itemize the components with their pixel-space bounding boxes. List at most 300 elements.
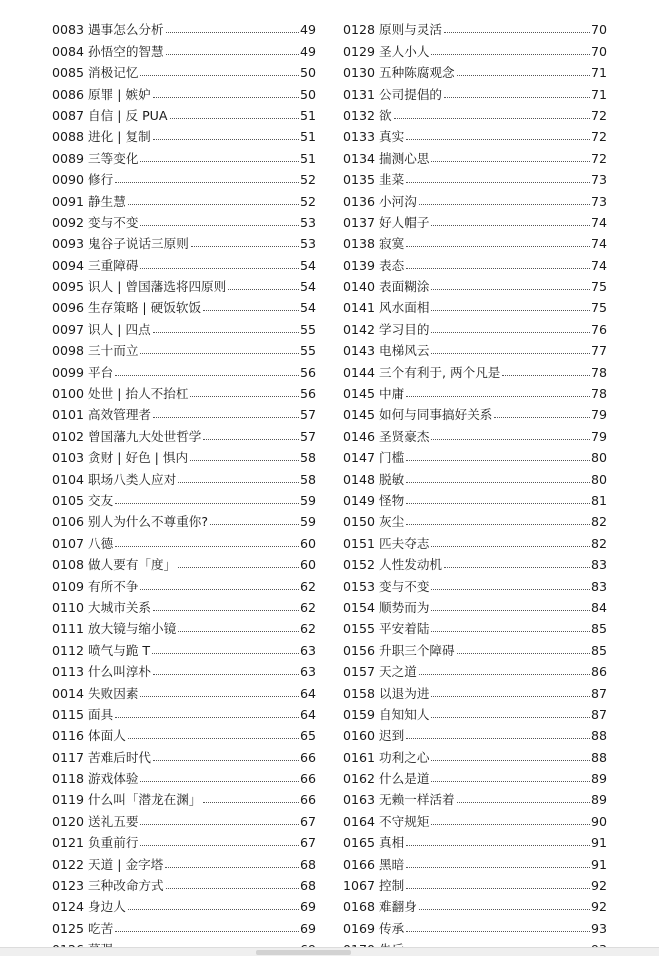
dot-leader — [406, 139, 590, 140]
dot-leader — [153, 674, 299, 675]
dot-leader — [406, 396, 590, 397]
toc-entry-page-number: 82 — [590, 535, 607, 551]
toc-entry-page-number: 50 — [299, 86, 316, 102]
toc-entry-title: 0136 小河沟 — [343, 193, 417, 209]
dot-leader — [444, 97, 590, 98]
toc-entry-title: 0143 电梯风云 — [343, 343, 430, 359]
toc-entry-title: 0142 学习目的 — [343, 321, 430, 337]
dot-leader — [406, 867, 590, 868]
toc-entry[interactable] — [52, 551, 316, 572]
dot-leader — [140, 353, 299, 354]
dot-leader — [210, 524, 299, 525]
toc-entry-page-number: 87 — [590, 706, 607, 722]
toc-entry-page-number: 64 — [299, 706, 316, 722]
dot-leader — [431, 54, 590, 55]
dot-leader — [203, 802, 299, 803]
toc-entry[interactable] — [343, 144, 607, 165]
dot-leader — [228, 289, 299, 290]
dot-leader — [152, 653, 299, 654]
toc-entry-title: 0169 传承 — [343, 920, 405, 936]
scrollbar-thumb[interactable] — [256, 950, 351, 955]
dot-leader — [419, 674, 590, 675]
toc-entry-title: 0096 生存策略 | 硬饭软饭 — [52, 300, 202, 316]
toc-entry-page-number: 58 — [299, 471, 316, 487]
dot-leader — [115, 503, 299, 504]
toc-entry[interactable] — [52, 722, 316, 743]
toc-entry-title: 0116 体面人 — [52, 728, 126, 744]
toc-entry-title: 0145 中庸 — [343, 386, 405, 402]
toc-entry[interactable] — [343, 102, 607, 123]
toc-entry-page-number: 60 — [299, 557, 316, 573]
toc-entry-page-number: 68 — [299, 878, 316, 894]
toc-entry-title: 0089 三等变化 — [52, 150, 139, 166]
toc-entry-page-number: 74 — [590, 236, 607, 252]
toc-entry-page-number: 69 — [299, 899, 316, 915]
toc-entry-title: 0115 面具 — [52, 706, 114, 722]
toc-entry[interactable] — [343, 166, 607, 187]
toc-entry-page-number: 63 — [299, 664, 316, 680]
toc-entry-title: 0132 欲 — [343, 107, 392, 123]
dot-leader — [431, 824, 590, 825]
toc-entry[interactable] — [343, 615, 607, 636]
toc-entry-title: 0113 什么叫淳朴 — [52, 664, 152, 680]
toc-entry-page-number: 57 — [299, 407, 316, 423]
dot-leader — [140, 268, 299, 269]
toc-entry-title: 0134 揣测心思 — [343, 150, 430, 166]
toc-entry-title: 0129 圣人小人 — [343, 43, 430, 59]
toc-entry[interactable] — [343, 508, 607, 529]
dot-leader — [431, 310, 590, 311]
toc-entry-page-number: 72 — [590, 150, 607, 166]
toc-entry-page-number: 89 — [590, 771, 607, 787]
dot-leader — [406, 738, 590, 739]
horizontal-scrollbar[interactable] — [0, 947, 659, 956]
toc-entry-page-number: 89 — [590, 792, 607, 808]
toc-entry[interactable] — [52, 615, 316, 636]
dot-leader — [457, 653, 590, 654]
toc-entry-title: 0141 风水面相 — [343, 300, 430, 316]
toc-entry-title: 0164 不守规矩 — [343, 813, 430, 829]
toc-entry-title: 0104 职场八类人应对 — [52, 471, 177, 487]
toc-right-column — [343, 16, 607, 957]
toc-entry-page-number: 62 — [299, 599, 316, 615]
dot-leader — [153, 417, 299, 418]
dot-leader — [406, 482, 590, 483]
toc-entry[interactable] — [343, 273, 607, 294]
toc-entry-page-number: 54 — [299, 257, 316, 273]
toc-entry[interactable] — [343, 893, 607, 914]
toc-entry-page-number: 60 — [299, 535, 316, 551]
toc-entry[interactable] — [52, 209, 316, 230]
toc-entry-title: 0165 真相 — [343, 835, 405, 851]
dot-leader — [406, 888, 590, 889]
toc-entry-title: 0150 灰尘 — [343, 514, 405, 530]
dot-leader — [457, 75, 590, 76]
dot-leader — [431, 353, 590, 354]
dot-leader — [406, 246, 590, 247]
toc-entry-page-number: 85 — [590, 642, 607, 658]
toc-entry[interactable] — [343, 444, 607, 465]
toc-entry-page-number: 51 — [299, 107, 316, 123]
toc-entry-title: 0151 匹夫夺志 — [343, 535, 430, 551]
toc-entry-title: 0125 吃苦 — [52, 920, 114, 936]
toc-entry-title: 0107 八德 — [52, 535, 114, 551]
dot-leader — [128, 909, 299, 910]
toc-entry[interactable] — [343, 80, 607, 101]
toc-entry-title: 0154 顺势而为 — [343, 599, 430, 615]
dot-leader — [419, 909, 590, 910]
toc-entry[interactable] — [343, 594, 607, 615]
toc-entry-page-number: 55 — [299, 343, 316, 359]
dot-leader — [431, 610, 590, 611]
toc-entry-title: 0166 黑暗 — [343, 856, 405, 872]
toc-entry-page-number: 62 — [299, 578, 316, 594]
toc-entry[interactable] — [343, 465, 607, 486]
toc-entry-title: 0085 消极记忆 — [52, 65, 139, 81]
dot-leader — [431, 161, 590, 162]
toc-entry[interactable] — [52, 16, 316, 37]
toc-entry[interactable] — [343, 380, 607, 401]
toc-entry-title: 0168 难翻身 — [343, 899, 417, 915]
toc-entry-page-number: 83 — [590, 578, 607, 594]
toc-entry[interactable] — [52, 594, 316, 615]
toc-entry[interactable] — [52, 102, 316, 123]
toc-entry-title: 0095 识人 | 曾国藩选将四原则 — [52, 279, 227, 295]
toc-entry[interactable] — [52, 914, 316, 935]
toc-entry[interactable] — [343, 37, 607, 58]
toc-entry[interactable] — [343, 315, 607, 336]
toc-entry[interactable] — [52, 829, 316, 850]
toc-entry-title: 0090 修行 — [52, 172, 114, 188]
toc-entry[interactable] — [52, 251, 316, 272]
toc-entry-page-number: 49 — [299, 43, 316, 59]
dot-leader — [406, 931, 590, 932]
toc-entry-page-number: 65 — [299, 728, 316, 744]
toc-entry[interactable] — [343, 765, 607, 786]
toc-entry-title: 0144 三个有利于, 两个凡是 — [343, 364, 501, 380]
toc-entry-title: 0092 变与不变 — [52, 214, 139, 230]
toc-entry-page-number: 75 — [590, 300, 607, 316]
dot-leader — [406, 460, 590, 461]
toc-entry-title: 0139 表态 — [343, 257, 405, 273]
toc-entry[interactable] — [343, 572, 607, 593]
toc-entry[interactable] — [343, 529, 607, 550]
toc-entry[interactable] — [343, 251, 607, 272]
dot-leader — [431, 696, 590, 697]
toc-entry-title: 0156 升职三个障碍 — [343, 642, 455, 658]
toc-entry[interactable] — [343, 722, 607, 743]
toc-entry[interactable] — [343, 786, 607, 807]
dot-leader — [419, 204, 590, 205]
toc-entry-title: 0106 别人为什么不尊重你? — [52, 514, 209, 530]
toc-entry[interactable] — [52, 508, 316, 529]
toc-entry-page-number: 82 — [590, 514, 607, 530]
dot-leader — [115, 375, 299, 376]
dot-leader — [115, 182, 299, 183]
dot-leader — [431, 760, 590, 761]
dot-leader — [140, 75, 299, 76]
toc-entry-page-number: 59 — [299, 492, 316, 508]
toc-entry[interactable] — [52, 572, 316, 593]
toc-entry[interactable] — [343, 658, 607, 679]
toc-entry-page-number: 59 — [299, 514, 316, 530]
toc-entry-page-number: 92 — [590, 878, 607, 894]
toc-entry-title: 0110 大城市关系 — [52, 599, 152, 615]
toc-entry[interactable] — [343, 123, 607, 144]
toc-entry-page-number: 67 — [299, 835, 316, 851]
dot-leader — [128, 738, 299, 739]
dot-leader — [203, 310, 299, 311]
toc-entry[interactable] — [52, 230, 316, 251]
dot-leader — [431, 631, 590, 632]
toc-entry[interactable] — [343, 401, 607, 422]
toc-entry-title: 0111 放大镜与缩小镜 — [52, 621, 177, 637]
toc-entry[interactable] — [52, 315, 316, 336]
dot-leader — [166, 32, 299, 33]
dot-leader — [406, 503, 590, 504]
toc-entry-title: 0153 变与不变 — [343, 578, 430, 594]
toc-entry-page-number: 85 — [590, 621, 607, 637]
dot-leader — [406, 524, 590, 525]
toc-entry[interactable] — [343, 914, 607, 935]
toc-entry-page-number: 90 — [590, 813, 607, 829]
toc-entry[interactable] — [52, 59, 316, 80]
toc-entry-page-number: 83 — [590, 557, 607, 573]
toc-entry-title: 0158 以退为进 — [343, 685, 430, 701]
toc-entry[interactable] — [343, 358, 607, 379]
dot-leader — [140, 696, 299, 697]
toc-entry[interactable] — [52, 123, 316, 144]
toc-entry-page-number: 69 — [299, 920, 316, 936]
toc-entry-page-number: 74 — [590, 214, 607, 230]
dot-leader — [115, 931, 299, 932]
toc-entry-page-number: 74 — [590, 257, 607, 273]
toc-entry-page-number: 63 — [299, 642, 316, 658]
toc-entry-page-number: 88 — [590, 728, 607, 744]
toc-entry-title: 0097 识人 | 四点 — [52, 321, 151, 337]
toc-entry-page-number: 78 — [590, 364, 607, 380]
toc-entry-title: 0128 原则与灵活 — [343, 22, 443, 38]
toc-entry[interactable] — [343, 337, 607, 358]
toc-entry-title: 0117 苦难后时代 — [52, 749, 152, 765]
toc-entry-title: 0130 五种陈腐观念 — [343, 65, 455, 81]
toc-entry-page-number: 66 — [299, 749, 316, 765]
toc-entry[interactable] — [52, 187, 316, 208]
toc-entry-page-number: 73 — [590, 193, 607, 209]
dot-leader — [140, 225, 299, 226]
dot-leader — [406, 845, 590, 846]
toc-entry-title: 0140 表面糊涂 — [343, 279, 430, 295]
toc-entry[interactable] — [52, 658, 316, 679]
toc-entry-title: 0123 三种改命方式 — [52, 878, 164, 894]
toc-entry[interactable] — [52, 850, 316, 871]
toc-entry-page-number: 92 — [590, 899, 607, 915]
toc-entry-page-number: 86 — [590, 664, 607, 680]
toc-entry-page-number: 93 — [590, 920, 607, 936]
toc-left-column — [52, 16, 316, 957]
toc-entry[interactable] — [343, 551, 607, 572]
toc-entry[interactable] — [52, 872, 316, 893]
toc-entry-page-number: 66 — [299, 792, 316, 808]
toc-entry-title: 0138 寂寞 — [343, 236, 405, 252]
dot-leader — [406, 268, 590, 269]
toc-entry-title: 0131 公司提倡的 — [343, 86, 443, 102]
toc-entry[interactable] — [52, 166, 316, 187]
toc-entry-title: 0108 做人要有「度」 — [52, 557, 177, 573]
toc-entry[interactable] — [343, 807, 607, 828]
toc-entry[interactable] — [52, 380, 316, 401]
toc-entry[interactable] — [343, 701, 607, 722]
toc-entry-page-number: 56 — [299, 364, 316, 380]
toc-entry-title: 0091 静生慧 — [52, 193, 126, 209]
toc-entry-page-number: 87 — [590, 685, 607, 701]
toc-entry-title: 0155 平安着陆 — [343, 621, 430, 637]
toc-entry-page-number: 88 — [590, 749, 607, 765]
toc-entry-title: 0084 孙悟空的智慧 — [52, 43, 164, 59]
toc-entry-title: 0152 人性发动机 — [343, 557, 443, 573]
toc-entry[interactable] — [343, 487, 607, 508]
toc-entry-page-number: 51 — [299, 129, 316, 145]
dot-leader — [140, 845, 299, 846]
dot-leader — [140, 161, 299, 162]
toc-entry[interactable] — [343, 230, 607, 251]
dot-leader — [431, 717, 590, 718]
toc-entry-page-number: 55 — [299, 321, 316, 337]
toc-entry-page-number: 84 — [590, 599, 607, 615]
toc-entry[interactable] — [52, 487, 316, 508]
dot-leader — [153, 760, 299, 761]
toc-entry-title: 0135 韭菜 — [343, 172, 405, 188]
dot-leader — [165, 867, 299, 868]
dot-leader — [166, 54, 299, 55]
toc-entry[interactable] — [52, 37, 316, 58]
toc-entry[interactable] — [52, 807, 316, 828]
toc-entry[interactable] — [343, 209, 607, 230]
toc-entry-page-number: 66 — [299, 771, 316, 787]
toc-entry-title: 0147 门槛 — [343, 450, 405, 466]
toc-entry[interactable] — [52, 893, 316, 914]
toc-entry[interactable] — [343, 636, 607, 657]
toc-entry-page-number: 52 — [299, 172, 316, 188]
toc-entry-page-number: 51 — [299, 150, 316, 166]
toc-entry-title: 0159 自知知人 — [343, 706, 430, 722]
toc-entry-title: 0145 如何与同事搞好关系 — [343, 407, 493, 423]
dot-leader — [431, 781, 590, 782]
toc-entry-title: 0119 什么叫「潜龙在渊」 — [52, 792, 202, 808]
toc-entry[interactable] — [343, 187, 607, 208]
dot-leader — [431, 439, 590, 440]
toc-entry[interactable] — [52, 358, 316, 379]
toc-entry-title: 0087 自信 | 反 PUA — [52, 107, 168, 123]
toc-entry-title: 0099 平台 — [52, 364, 114, 380]
toc-entry-title: 0149 怪物 — [343, 492, 405, 508]
toc-entry-page-number: 54 — [299, 279, 316, 295]
toc-entry-title: 0094 三重障碍 — [52, 257, 139, 273]
toc-entry[interactable] — [52, 465, 316, 486]
toc-entry[interactable] — [343, 850, 607, 871]
toc-entry-title: 0161 功利之心 — [343, 749, 430, 765]
toc-entry[interactable] — [52, 701, 316, 722]
toc-entry-page-number: 58 — [299, 450, 316, 466]
toc-entry-page-number: 64 — [299, 685, 316, 701]
toc-entry-title: 0100 处世 | 抬人不抬杠 — [52, 386, 189, 402]
toc-entry-title: 0102 曾国藩九大处世哲学 — [52, 428, 202, 444]
toc-entry-title: 0137 好人帽子 — [343, 214, 430, 230]
toc-entry-page-number: 77 — [590, 343, 607, 359]
toc-entry[interactable] — [52, 529, 316, 550]
toc-entry[interactable] — [343, 743, 607, 764]
toc-entry[interactable] — [52, 679, 316, 700]
toc-entry[interactable] — [343, 422, 607, 443]
toc-entry-title: 0122 天道 | 金字塔 — [52, 856, 164, 872]
toc-entry-page-number: 53 — [299, 236, 316, 252]
toc-entry-title: 0101 高效管理者 — [52, 407, 152, 423]
toc-entry-title: 0103 贪财 | 好色 | 惧内 — [52, 450, 189, 466]
toc-entry[interactable] — [52, 337, 316, 358]
dot-leader — [457, 802, 590, 803]
toc-entry[interactable] — [52, 294, 316, 315]
toc-entry-page-number: 75 — [590, 279, 607, 295]
dot-leader — [170, 118, 299, 119]
toc-entry-page-number: 81 — [590, 492, 607, 508]
toc-entry[interactable] — [52, 786, 316, 807]
dot-leader — [431, 546, 590, 547]
toc-entry[interactable] — [52, 636, 316, 657]
dot-leader — [394, 118, 590, 119]
toc-entry-title: 0120 送礼五要 — [52, 813, 139, 829]
toc-entry[interactable] — [52, 80, 316, 101]
toc-entry-page-number: 71 — [590, 86, 607, 102]
toc-entry[interactable] — [343, 294, 607, 315]
toc-entry[interactable] — [52, 743, 316, 764]
toc-entry-title: 0157 天之道 — [343, 664, 417, 680]
toc-entry[interactable] — [52, 422, 316, 443]
toc-entry[interactable] — [52, 144, 316, 165]
toc-entry-title: 0146 圣贤豪杰 — [343, 428, 430, 444]
toc-entry-page-number: 76 — [590, 321, 607, 337]
dot-leader — [166, 888, 299, 889]
toc-entry-page-number: 50 — [299, 65, 316, 81]
dot-leader — [431, 225, 590, 226]
toc-entry-page-number: 79 — [590, 407, 607, 423]
toc-entry[interactable] — [343, 829, 607, 850]
toc-entry[interactable] — [343, 59, 607, 80]
dot-leader — [203, 439, 299, 440]
dot-leader — [140, 589, 299, 590]
dot-leader — [153, 332, 299, 333]
toc-entry[interactable] — [52, 444, 316, 465]
toc-entry-page-number: 62 — [299, 621, 316, 637]
toc-entry-page-number: 80 — [590, 450, 607, 466]
toc-entry[interactable] — [343, 679, 607, 700]
dot-leader — [191, 246, 299, 247]
toc-entry-title: 0105 交友 — [52, 492, 114, 508]
toc-entry-page-number: 70 — [590, 22, 607, 38]
toc-entry[interactable] — [52, 765, 316, 786]
toc-entry-page-number: 70 — [590, 43, 607, 59]
toc-entry[interactable] — [52, 401, 316, 422]
toc-entry[interactable] — [343, 872, 607, 893]
dot-leader — [115, 546, 299, 547]
toc-entry-title: 0163 无赖一样活着 — [343, 792, 455, 808]
toc-entry-page-number: 54 — [299, 300, 316, 316]
toc-entry[interactable] — [52, 273, 316, 294]
toc-entry[interactable] — [343, 16, 607, 37]
toc-entry-title: 0162 什么是道 — [343, 771, 430, 787]
dot-leader — [128, 204, 299, 205]
dot-leader — [190, 396, 299, 397]
toc-entry-page-number: 53 — [299, 214, 316, 230]
